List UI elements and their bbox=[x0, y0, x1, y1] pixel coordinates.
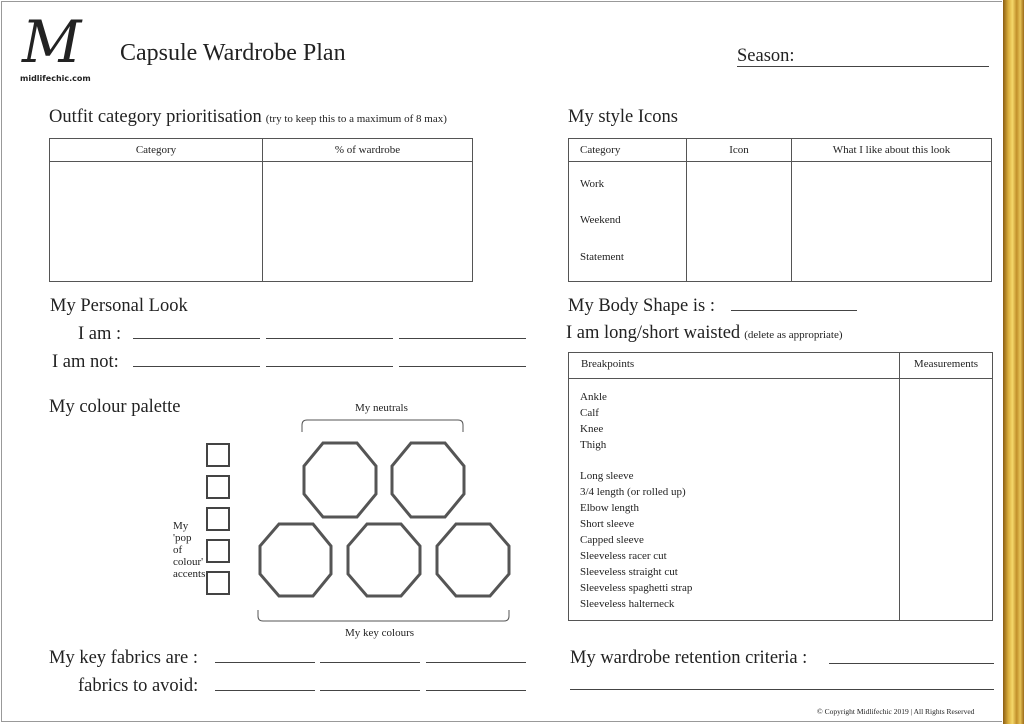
avoid-line-3[interactable] bbox=[426, 690, 526, 691]
breakpoint-item: Sleeveless halterneck bbox=[580, 598, 675, 610]
style-row-weekend: Weekend bbox=[580, 214, 621, 226]
neutrals-bracket bbox=[302, 420, 463, 432]
page-title: Capsule Wardrobe Plan bbox=[120, 40, 346, 66]
i-am-not-label: I am not: bbox=[52, 352, 119, 372]
style-row-work: Work bbox=[580, 178, 605, 190]
key-colour-swatch bbox=[260, 524, 331, 596]
breakpoint-item: Sleeveless racer cut bbox=[580, 550, 667, 562]
fabrics-avoid-label: fabrics to avoid: bbox=[78, 676, 199, 696]
fabrics-line-1[interactable] bbox=[215, 662, 315, 663]
outfit-title: Outfit category prioritisation bbox=[49, 107, 262, 127]
avoid-line-1[interactable] bbox=[215, 690, 315, 691]
i-am-label: I am : bbox=[78, 324, 122, 344]
breakpoint-item: Long sleeve bbox=[580, 470, 634, 482]
retention-line-2[interactable] bbox=[570, 689, 994, 690]
fabrics-line-3[interactable] bbox=[426, 662, 526, 663]
logo-site: midlifechic.com bbox=[20, 74, 91, 83]
avoid-line-2[interactable] bbox=[320, 690, 420, 691]
breakpoint-item: Thigh bbox=[580, 439, 607, 451]
breakpoint-item: Sleeveless spaghetti strap bbox=[580, 582, 693, 594]
meas-col-measurements: Measurements bbox=[900, 353, 993, 379]
key-colour-swatch bbox=[437, 524, 509, 596]
fabrics-line-2[interactable] bbox=[320, 662, 420, 663]
waist-title: I am long/short waisted bbox=[566, 323, 741, 343]
breakpoint-item: Elbow length bbox=[580, 502, 639, 514]
personal-look-title: My Personal Look bbox=[50, 296, 188, 316]
fabrics-title: My key fabrics are : bbox=[49, 648, 198, 668]
key-colours-bracket bbox=[258, 610, 509, 621]
outfit-col-percent: % of wardrobe bbox=[263, 139, 473, 162]
neutrals-label: My neutrals bbox=[355, 402, 408, 414]
outfit-col-category: Category bbox=[50, 139, 263, 162]
breakpoint-item: Calf bbox=[580, 407, 599, 419]
style-col-like: What I like about this look bbox=[792, 139, 992, 162]
breakpoint-item: 3/4 length (or rolled up) bbox=[580, 486, 686, 498]
season-label: Season: bbox=[737, 46, 795, 66]
breakpoint-item: Sleeveless straight cut bbox=[580, 566, 678, 578]
style-col-category: Category bbox=[569, 139, 687, 162]
style-col-icon: Icon bbox=[687, 139, 792, 162]
key-colours-label: My key colours bbox=[345, 627, 415, 639]
body-shape-title: My Body Shape is : bbox=[568, 296, 715, 316]
style-icons-title: My style Icons bbox=[568, 107, 678, 127]
outfit-note: (try to keep this to a maximum of 8 max) bbox=[265, 113, 447, 125]
breakpoint-item: Knee bbox=[580, 423, 604, 435]
breakpoint-item: Short sleeve bbox=[580, 518, 635, 530]
style-row-statement: Statement bbox=[580, 251, 624, 263]
retention-line-1[interactable] bbox=[829, 663, 994, 664]
logo-script: M bbox=[22, 8, 82, 76]
waist-note: (delete as appropriate) bbox=[744, 329, 843, 341]
breakpoint-item: Ankle bbox=[580, 391, 607, 403]
palette-title: My colour palette bbox=[49, 397, 181, 417]
neutral-swatch bbox=[392, 443, 464, 517]
breakpoint-item: Capped sleeve bbox=[580, 534, 644, 546]
copyright: © Copyright Midlifechic 2019 | All Rights Reserved bbox=[817, 707, 975, 716]
retention-title: My wardrobe retention criteria : bbox=[570, 648, 808, 668]
neutral-swatch bbox=[304, 443, 376, 517]
meas-col-breakpoints: Breakpoints bbox=[569, 353, 900, 379]
key-colour-swatch bbox=[348, 524, 420, 596]
